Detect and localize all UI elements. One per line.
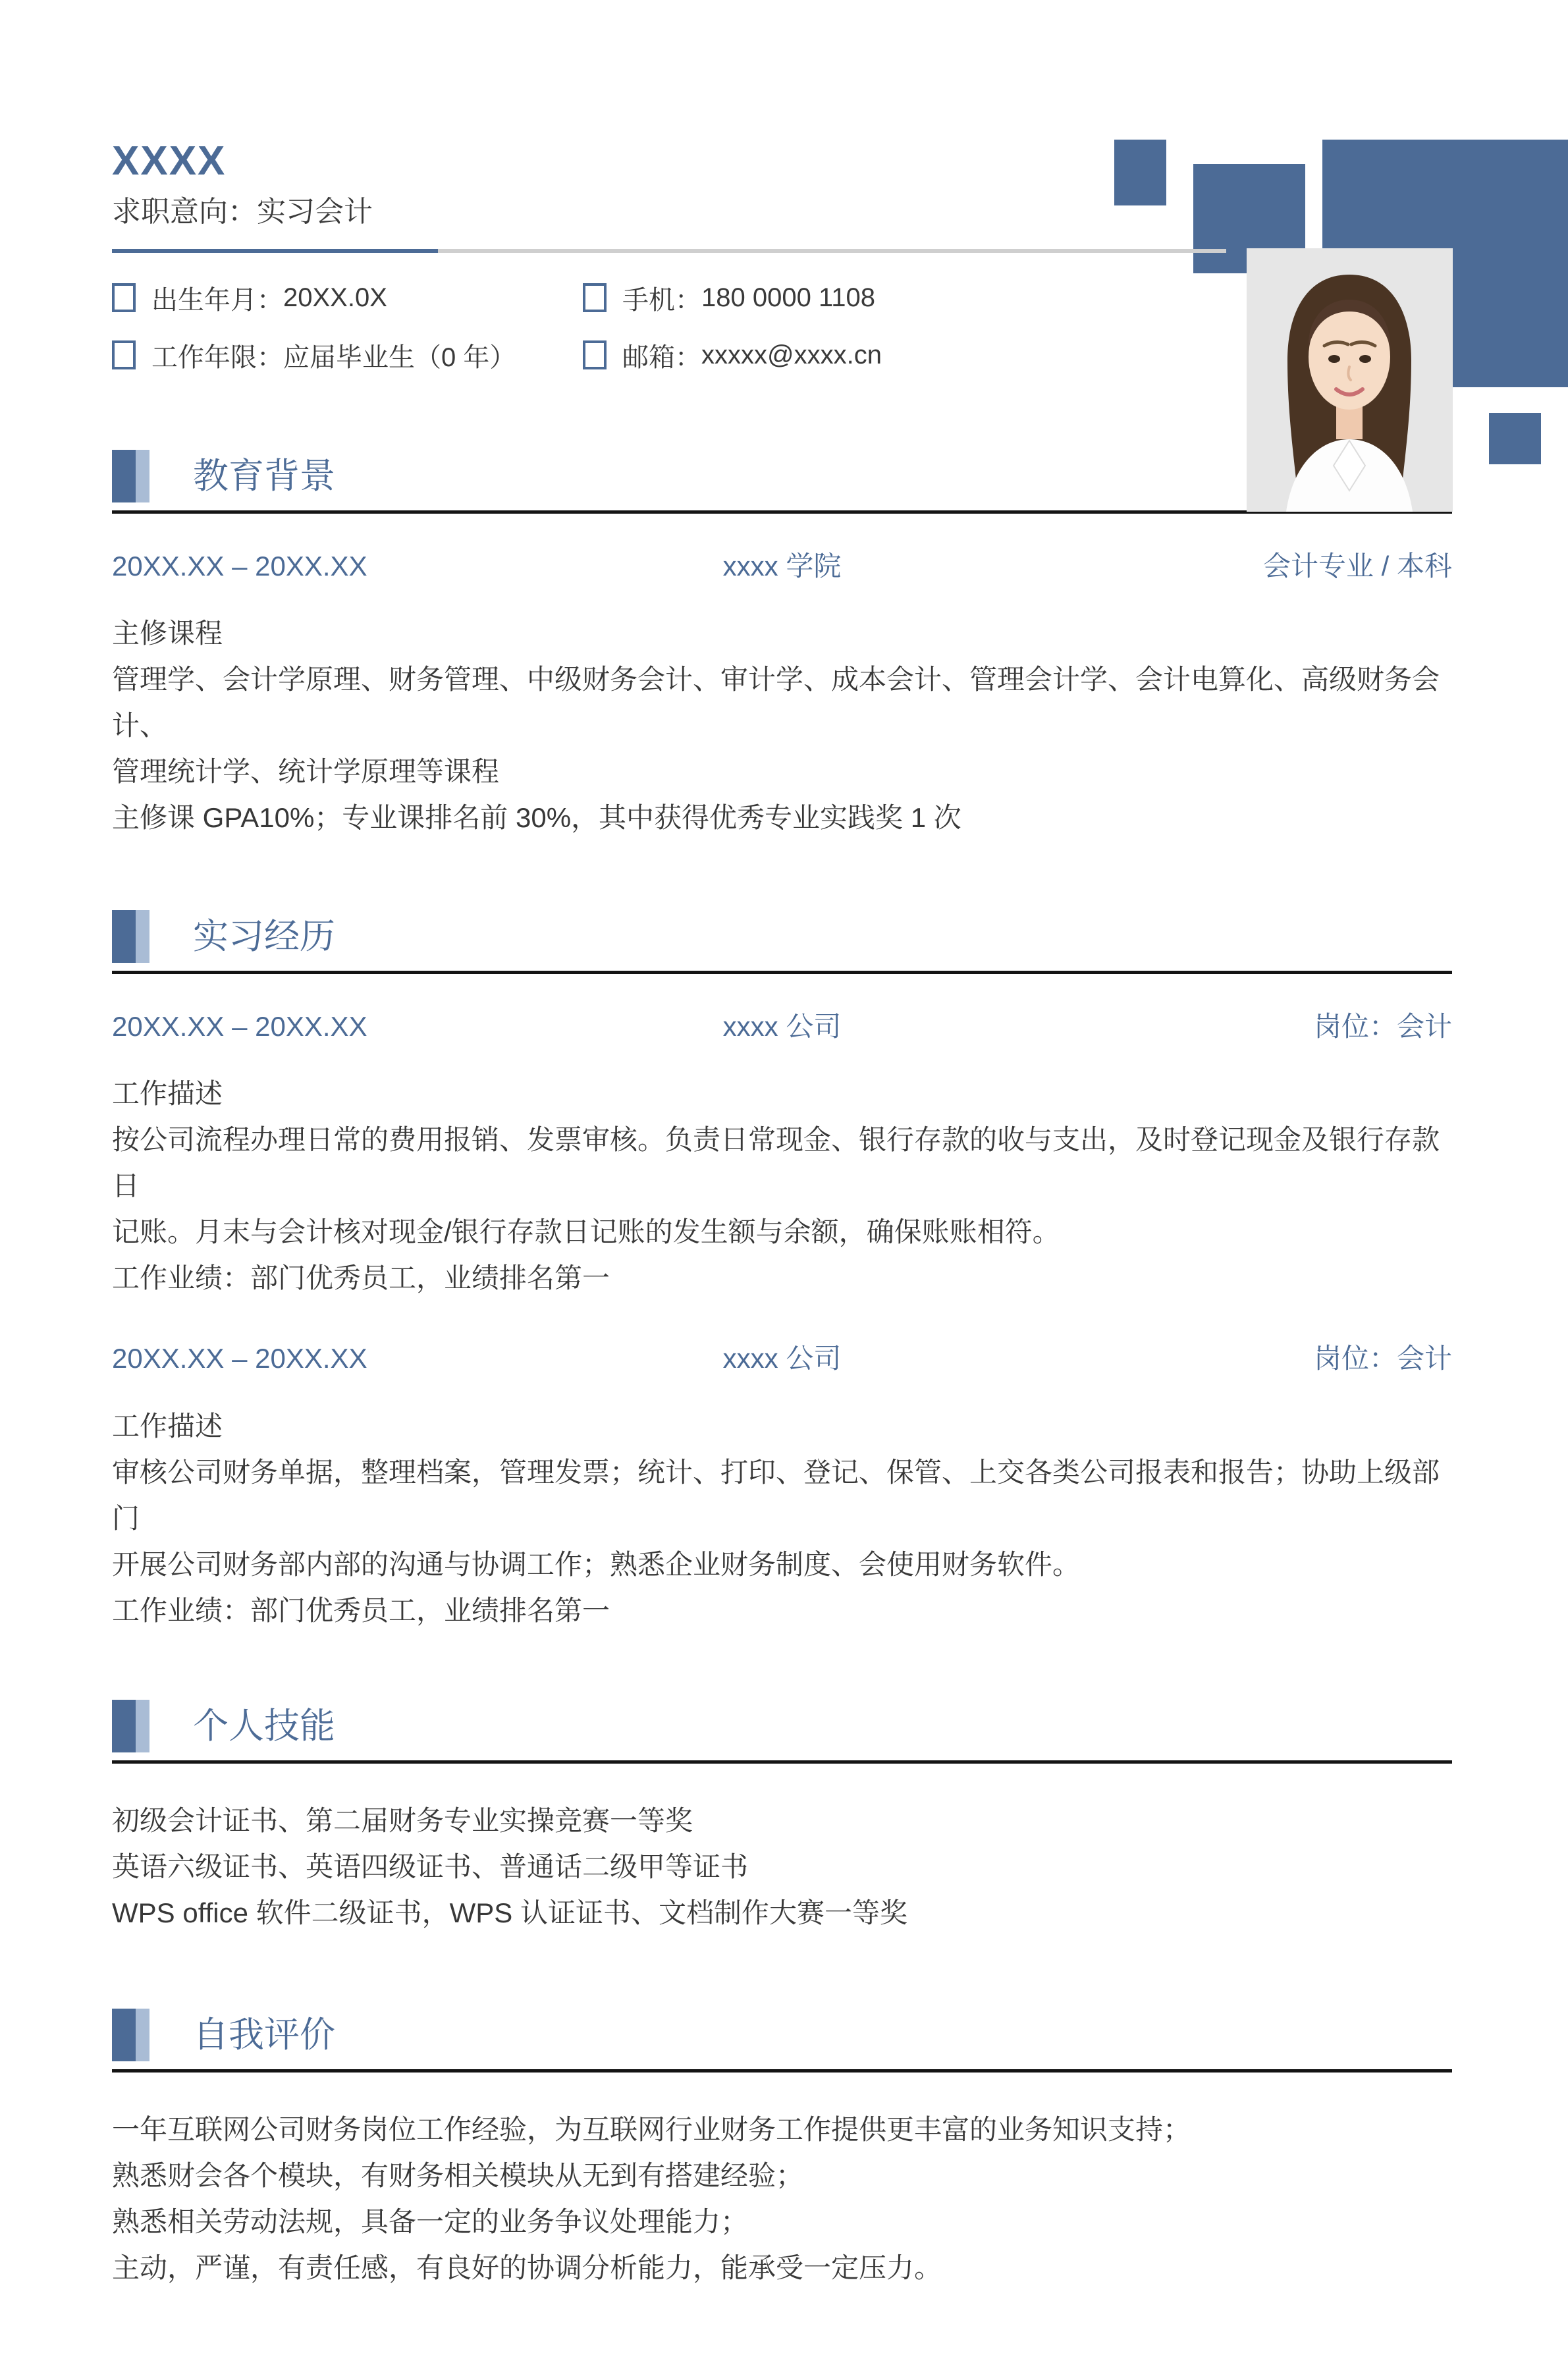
section-stripe-icon	[136, 1700, 149, 1752]
education-course-label: 主修课程	[112, 618, 223, 649]
section-bar-icon	[112, 910, 136, 963]
square-bullet-icon	[583, 340, 607, 369]
education-school: xxxx 学院	[722, 550, 842, 582]
job-desc-line: 按公司流程办理日常的费用报销、发票审核。负责日常现金、银行存款的收与支出，及时登记现金及银行存款日	[112, 1124, 1440, 1202]
job-position: 岗位：会计	[1313, 1011, 1452, 1043]
job-desc-line: 记账。月末与会计核对现金/银行存款日记账的发生额与余额，确保账账相符。	[112, 1216, 1060, 1248]
section-title: 实习经历	[193, 917, 335, 957]
evaluation-line: 熟悉财会各个模块，有财务相关模块从无到有搭建经验；	[112, 2159, 804, 2191]
resume-page	[0, 140, 1568, 2357]
skill-line: WPS office 软件二级证书，WPS 认证证书、文档制作大赛一等奖	[112, 1897, 907, 1928]
section-title: 教育背景	[193, 456, 335, 496]
header-divider-gray	[438, 249, 1226, 253]
job-meta-row	[112, 1342, 1452, 1375]
contact-label: 工作年限：	[151, 342, 283, 372]
square-bullet-icon	[583, 283, 607, 312]
contact-birth	[112, 279, 583, 317]
evaluation-line: 一年互联网公司财务岗位工作经验，为互联网行业财务工作提供更丰富的业务知识支持；	[112, 2113, 1191, 2145]
square-bullet-icon	[112, 340, 136, 369]
education-line: 管理学、会计学原理、财务管理、中级财务会计、审计学、成本会计、管理会计学、会计电算化、高级财务会计、	[112, 664, 1440, 742]
square-bullet-icon	[112, 283, 136, 312]
job-meta-row	[112, 1010, 1452, 1043]
contact-value: xxxxx@xxxx.cn	[701, 340, 882, 369]
contact-value: 20XX.0X	[283, 283, 387, 312]
contact-experience-years	[112, 337, 583, 374]
section-header-evaluation	[112, 2009, 1452, 2061]
contact-label: 出生年月：	[151, 285, 283, 315]
contact-value: 180 0000 1108	[701, 283, 875, 312]
education-degree: 会计专业 / 本科	[1262, 550, 1452, 582]
education-line: 主修课 GPA10%；专业课排名前 30%，其中获得优秀专业实践奖 1 次	[112, 802, 961, 834]
section-bar-icon	[112, 450, 136, 502]
header-divider	[112, 249, 1226, 253]
job-company: xxxx 公司	[722, 1011, 842, 1043]
skill-line: 初级会计证书、第二届财务专业实操竞赛一等奖	[112, 1804, 693, 1836]
section-divider	[112, 2069, 1452, 2073]
job-achievement: 工作业绩：部门优秀员工，业绩排名第一	[112, 1262, 610, 1294]
job-company: xxxx 公司	[722, 1343, 842, 1374]
section-stripe-icon	[136, 450, 149, 502]
education-line: 管理统计学、统计学原理等课程	[112, 756, 500, 788]
portrait-illustration	[1247, 248, 1453, 512]
section-title: 个人技能	[193, 1706, 335, 1746]
section-bar-icon	[112, 2009, 136, 2061]
section-stripe-icon	[136, 910, 149, 963]
section-divider	[112, 1760, 1452, 1764]
job-desc-label: 工作描述	[112, 1078, 223, 1110]
header-divider-blue	[112, 249, 438, 253]
education-period: 20XX.XX – 20XX.XX	[112, 550, 367, 582]
applicant-name: XXXX	[112, 138, 227, 184]
job-intention: 求职意向：实习会计	[112, 196, 373, 229]
evaluation-line: 熟悉相关劳动法规，具备一定的业务争议处理能力；	[112, 2206, 749, 2237]
skill-line: 英语六级证书、英语四级证书、普通话二级甲等证书	[112, 1851, 749, 1882]
section-bar-icon	[112, 1700, 136, 1752]
job-desc-label: 工作描述	[112, 1410, 223, 1442]
contact-label: 手机：	[622, 285, 701, 315]
job-desc-line: 审核公司财务单据，整理档案，管理发票；统计、打印、登记、保管、上交各类公司报表和报告；协助上级部门	[112, 1456, 1440, 1534]
job-desc-line: 开展公司财务部内部的沟通与协调工作；熟悉企业财务制度、会使用财务软件。	[112, 1548, 1081, 1580]
job-period: 20XX.XX – 20XX.XX	[112, 1343, 367, 1374]
evaluation-line: 主动，严谨，有责任感，有良好的协调分析能力，能承受一定压力。	[112, 2252, 942, 2283]
section-stripe-icon	[136, 2009, 149, 2061]
contact-value: 应届毕业生（0 年）	[283, 342, 516, 372]
section-divider	[112, 971, 1452, 974]
section-header-experience	[112, 910, 1452, 963]
section-title: 自我评价	[193, 2015, 335, 2055]
job-period: 20XX.XX – 20XX.XX	[112, 1011, 367, 1043]
education-meta-row	[112, 550, 1452, 583]
contact-label: 邮箱：	[622, 342, 701, 372]
job-position: 岗位：会计	[1313, 1343, 1452, 1374]
profile-photo	[1247, 248, 1453, 512]
section-header-skills	[112, 1700, 1452, 1752]
job-achievement: 工作业绩：部门优秀员工，业绩排名第一	[112, 1594, 610, 1626]
